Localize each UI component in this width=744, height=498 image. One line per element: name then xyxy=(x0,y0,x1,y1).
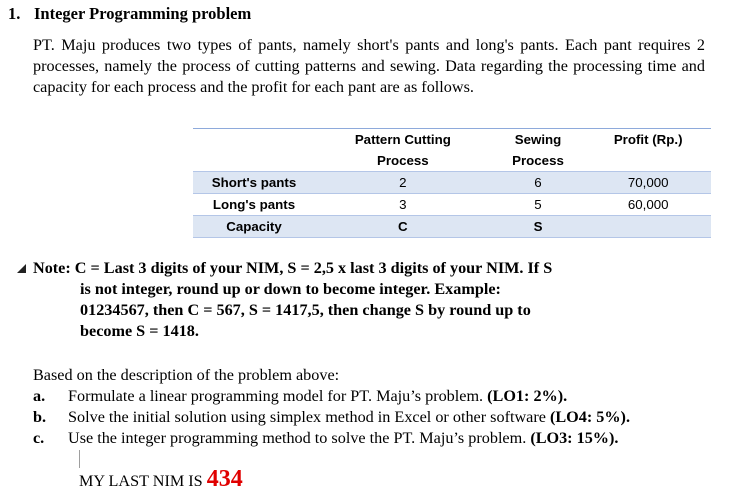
item-label: b. xyxy=(33,408,47,426)
row-label: Capacity xyxy=(193,216,315,238)
problem-title: Integer Programming problem xyxy=(34,4,252,23)
header-sewing-line2: Process xyxy=(512,153,564,168)
sewing-value: S xyxy=(491,216,586,238)
item-end: . xyxy=(625,408,630,426)
note-paragraph xyxy=(33,258,619,342)
item-text: Use the integer programming method to solve the PT. Maju’s problem. xyxy=(68,429,531,447)
list-item xyxy=(33,407,723,428)
item-score: (LO4: 5%) xyxy=(549,408,626,426)
table-row xyxy=(193,194,711,216)
pattern-value: 3 xyxy=(399,197,407,212)
nim-label: MY LAST NIM IS xyxy=(79,472,207,490)
item-label: c. xyxy=(33,429,45,447)
header-profit: Profit (Rp.) xyxy=(585,129,711,151)
item-score: (LO1: 2%) xyxy=(487,387,564,405)
table-header-row-2 xyxy=(193,150,711,172)
nim-value: 434 xyxy=(206,466,243,492)
item-label: a. xyxy=(33,387,46,405)
profit-value xyxy=(585,216,711,238)
problem-number: 1. xyxy=(8,4,21,23)
header-pattern-line1: Pattern Cutting xyxy=(315,129,491,151)
note-line: become S = 1418. xyxy=(80,322,199,340)
item-text: Solve the initial solution using simplex method in Excel or other software xyxy=(68,408,550,426)
profit-value: 60,000 xyxy=(627,197,669,212)
item-text-wrap xyxy=(68,407,723,428)
note-line: is not integer, round up or down to become integer. Example: xyxy=(80,280,501,298)
header-profit-blank xyxy=(585,150,711,172)
table-corner-cell-2 xyxy=(193,150,315,172)
table-header-row-1 xyxy=(193,129,711,151)
item-text: Formulate a linear programming model for PT. Maju’s problem. xyxy=(68,387,488,405)
row-label: Long's pants xyxy=(212,197,296,212)
table-row xyxy=(193,172,711,194)
table-row xyxy=(193,216,711,238)
item-text-wrap xyxy=(68,386,723,407)
header-sewing-line1: Sewing xyxy=(491,129,586,151)
pattern-value: 2 xyxy=(315,172,491,194)
intro-paragraph: PT. Maju produces two types of pants, namely short's pants and long's pants. Each pant requires 2 processes, namely the process of cutting patterns and sewing. Data regarding the processing time and capacity for each process and the profit for each pant are as follows. xyxy=(33,36,705,96)
data-table xyxy=(193,128,711,238)
note-line: Note: C = Last 3 digits of your NIM, S = 2,5 x last 3 digits of your NIM. If S xyxy=(33,259,553,277)
row-label: Short's pants xyxy=(193,172,315,194)
task-list xyxy=(33,386,723,449)
problem-heading xyxy=(8,4,251,24)
table-corner-cell xyxy=(193,129,315,151)
list-item xyxy=(33,386,723,407)
based-on-text: Based on the description of the problem above: xyxy=(33,366,340,384)
sewing-value: 6 xyxy=(491,172,586,194)
nim-line xyxy=(79,466,243,493)
header-pattern-line2: Process xyxy=(376,153,429,168)
item-end: . xyxy=(614,429,619,447)
item-text-wrap xyxy=(68,428,723,449)
collapse-triangle-icon[interactable] xyxy=(17,264,26,273)
list-item xyxy=(33,428,723,449)
item-end: . xyxy=(563,387,568,405)
profit-value: 70,000 xyxy=(585,172,711,194)
sewing-value: 5 xyxy=(534,197,542,212)
item-score: (LO3: 15%) xyxy=(530,429,615,447)
pattern-value: C xyxy=(315,216,491,238)
note-line: 01234567, then C = 567, S = 1417,5, then change S by round up to xyxy=(80,301,531,319)
